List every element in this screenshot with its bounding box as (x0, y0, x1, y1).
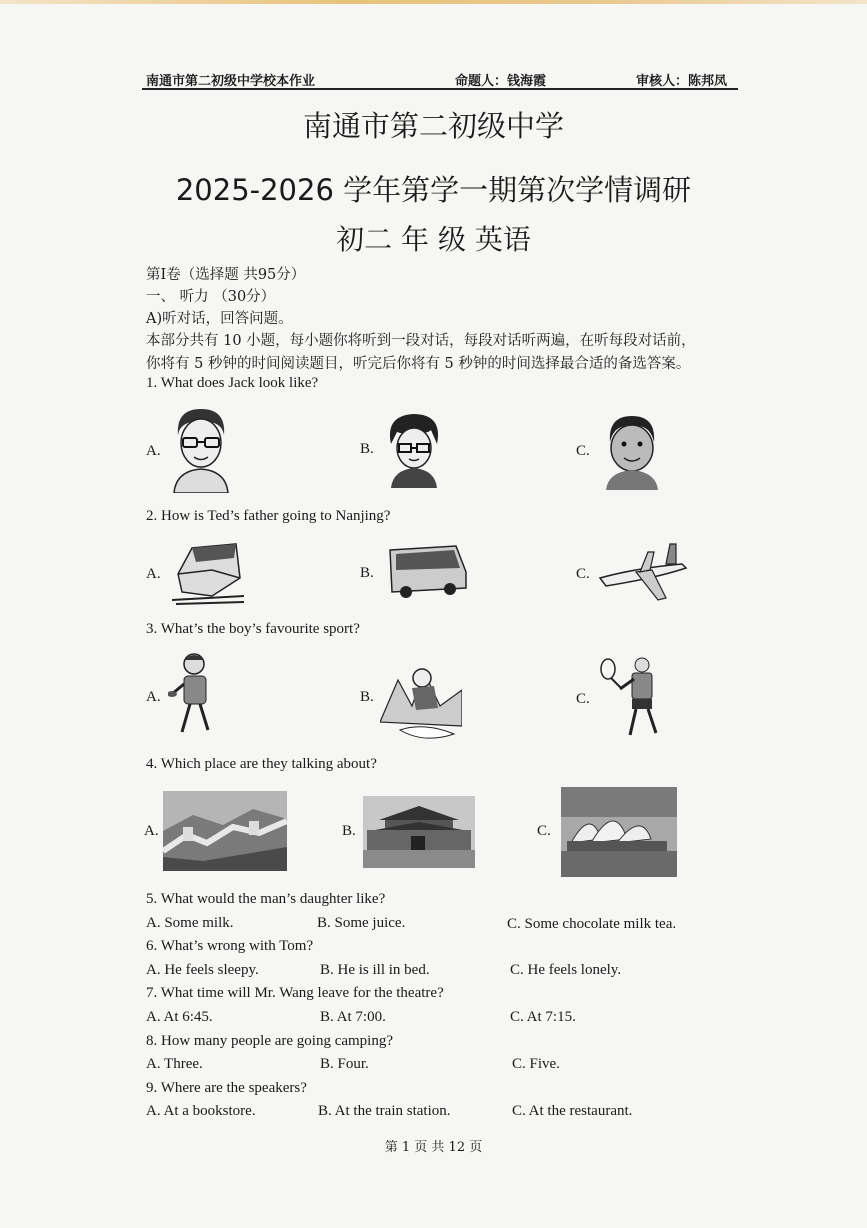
q1-option-a-label: A. (146, 443, 161, 459)
header-divider (142, 88, 738, 90)
q8-option-a: A. Three. (146, 1056, 203, 1072)
q6-option-c: C. He feels lonely. (510, 962, 622, 978)
q5-option-a: A. Some milk. (146, 915, 234, 931)
question-2: 2. How is Ted’s father going to Nanjing? (146, 508, 391, 524)
q2-option-c-label: C. (576, 566, 590, 582)
question-7: 7. What time will Mr. Wang leave for the theatre? (146, 985, 444, 1001)
q6-option-b: B. He is ill in bed. (320, 962, 430, 978)
question-4: 4. Which place are they talking about? (146, 756, 377, 772)
sydney-opera-house-photo (561, 787, 677, 877)
q5-option-c: C. Some chocolate milk tea. (507, 916, 677, 932)
q1-option-b-label: B. (360, 441, 374, 457)
q5-option-b: B. Some juice. (317, 915, 406, 931)
question-8: 8. How many people are going camping? (146, 1033, 394, 1049)
q4-option-b-label: B. (342, 823, 356, 839)
q9-option-c: C. At the restaurant. (512, 1103, 633, 1119)
train-icon (172, 538, 244, 606)
q7-option-a: A. At 6:45. (146, 1009, 213, 1025)
instructions-line-2: 你将有 5 秒钟的时间阅读题目，听完后你将有 5 秒钟的时间选择最合适的备选答案。 (146, 356, 691, 372)
school-title: 南通市第二初级中学 (302, 109, 564, 143)
q2-option-b-label: B. (360, 565, 374, 581)
q8-option-c: C. Five. (512, 1056, 560, 1072)
q6-option-a: A. He feels sleepy. (146, 962, 259, 978)
question-1: 1. What does Jack look like? (146, 375, 319, 391)
scan-top-edge (0, 0, 867, 4)
q4-option-c-label: C. (537, 823, 551, 839)
question-6: 6. What’s wrong with Tom? (146, 938, 314, 954)
q1-option-c-label: C. (576, 443, 590, 459)
boy-with-glasses-icon (170, 405, 232, 493)
q2-option-a-label: A. (146, 566, 161, 582)
instructions-line-1: 本部分共有 10 小题，每小题你将听到一段对话，每段对话听两遍，在听每段对话前， (146, 333, 696, 349)
question-3: 3. What’s the boy’s favourite sport? (146, 621, 360, 637)
q7-option-c: C. At 7:15. (510, 1009, 576, 1025)
ping-pong-player-icon (168, 650, 220, 742)
term-title: 2025-2026 学年第学一期第次学情调研 (175, 173, 692, 207)
boy-short-hair-icon (600, 412, 664, 490)
q4-option-a-label: A. (144, 823, 159, 839)
part-one-heading: 第Ⅰ卷（选择题 共95分） (146, 267, 306, 283)
question-5: 5. What would the man’s daughter like? (146, 891, 386, 907)
page-number: 第 1 页 共 12 页 (384, 1140, 483, 1155)
bus-icon (386, 542, 470, 600)
listening-heading: 一、 听力 （30分） (146, 289, 276, 305)
tennis-player-icon (598, 655, 670, 739)
great-wall-photo (163, 791, 287, 871)
q9-option-a: A. At a bookstore. (146, 1103, 256, 1119)
q9-option-b: B. At the train station. (318, 1103, 451, 1119)
plane-icon (596, 538, 688, 608)
subject-title: 初二 年 级 英语 (336, 223, 531, 256)
header-setter: 命题人：钱海霞 (455, 74, 547, 89)
subpart-a-heading: A)听对话，回答问题。 (146, 311, 293, 327)
q3-option-a-label: A. (146, 689, 161, 705)
header-reviewer: 审核人：陈邦凤 (636, 74, 728, 89)
header-school-work: 南通市第二初级中学校本作业 (146, 74, 316, 89)
q3-option-b-label: B. (360, 689, 374, 705)
q8-option-b: B. Four. (320, 1056, 369, 1072)
tiananmen-photo (363, 796, 475, 868)
q7-option-b: B. At 7:00. (320, 1009, 386, 1025)
boy-with-glasses-icon (385, 410, 443, 488)
q3-option-c-label: C. (576, 691, 590, 707)
skiing-boy-icon (380, 656, 462, 740)
question-9: 9. Where are the speakers? (146, 1080, 307, 1096)
